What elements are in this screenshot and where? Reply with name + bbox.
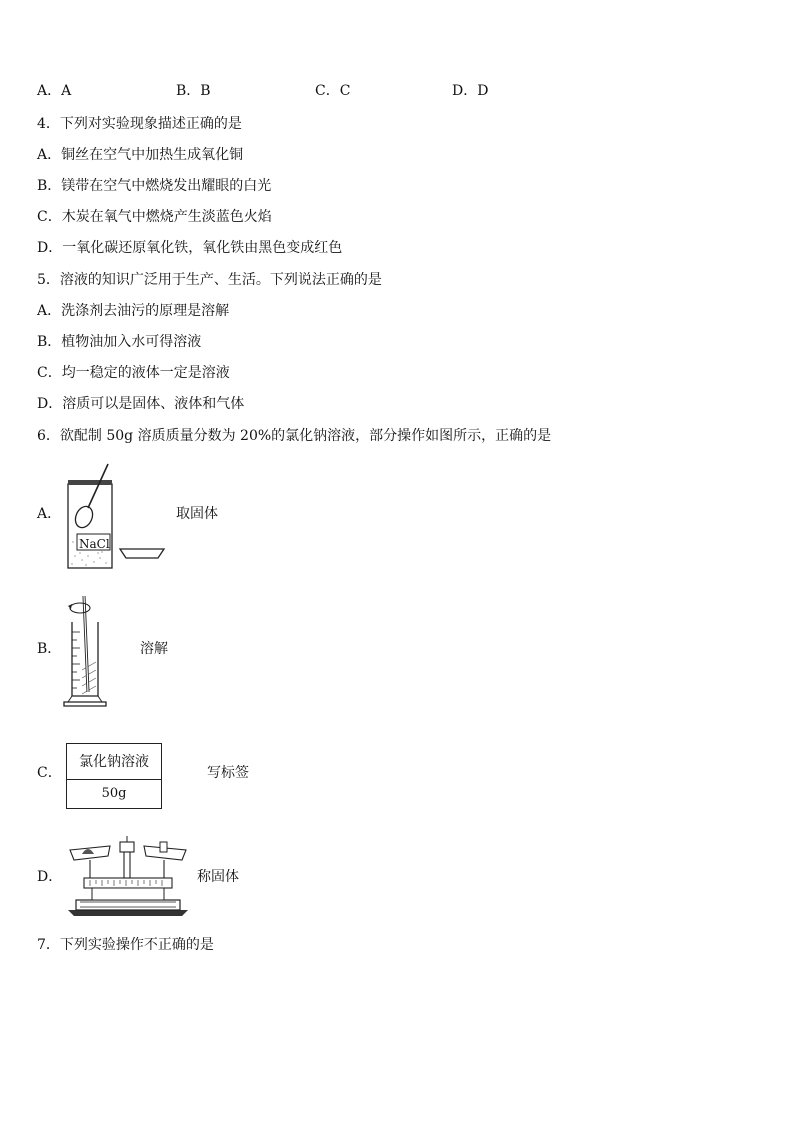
solution-label-name: 氯化钠溶液 bbox=[67, 744, 161, 780]
measuring-cylinder-figure bbox=[60, 592, 110, 710]
solution-label-box bbox=[66, 743, 162, 809]
q4-stem: 4．下列对实验现象描述正确的是 bbox=[37, 116, 242, 132]
q3-option-d: D．D bbox=[452, 83, 489, 99]
q4-option-c: C．木炭在氧气中燃烧产生淡蓝色火焰 bbox=[37, 209, 272, 225]
q5-option-a: A．洗涤剂去油污的原理是溶解 bbox=[37, 303, 230, 319]
q6-stem: 6．欲配制 50g 溶质质量分数为 20%的氯化钠溶液，部分操作如图所示，正确的是 bbox=[37, 428, 552, 444]
q4-option-d: D．一氧化碳还原氧化铁，氧化铁由黑色变成红色 bbox=[37, 240, 343, 256]
bottle-label-nacl: NaCl bbox=[79, 537, 110, 551]
q3-option-c: C．C bbox=[315, 83, 351, 99]
q5-option-c: C．均一稳定的液体一定是溶液 bbox=[37, 365, 230, 381]
q4-option-a: A．铜丝在空气中加热生成氧化铜 bbox=[37, 147, 244, 163]
q5-option-b: B．植物油加入水可得溶液 bbox=[37, 334, 202, 350]
q3-option-a: A．A bbox=[37, 83, 72, 99]
q6-option-b-caption: 溶解 bbox=[140, 641, 168, 657]
solution-label-mass: 50g bbox=[101, 786, 127, 801]
q4-option-b: B．镁带在空气中燃烧发出耀眼的白光 bbox=[37, 178, 272, 194]
q6-option-d-letter: D． bbox=[37, 869, 63, 885]
q5-option-d: D．溶质可以是固体、液体和气体 bbox=[37, 396, 245, 412]
q6-option-d-caption: 称固体 bbox=[197, 869, 239, 885]
q6-option-c-caption: 写标签 bbox=[207, 765, 249, 781]
balance-figure bbox=[64, 838, 192, 918]
q6-option-b-letter: B． bbox=[37, 641, 62, 657]
q3-option-b: B．B bbox=[176, 83, 211, 99]
q6-option-a-caption: 取固体 bbox=[176, 506, 218, 522]
q6-option-a-letter: A． bbox=[37, 506, 62, 522]
q7-stem: 7．下列实验操作不正确的是 bbox=[37, 937, 214, 953]
q6-option-c-letter: C． bbox=[37, 765, 62, 781]
q5-stem: 5．溶液的知识广泛用于生产、生活。下列说法正确的是 bbox=[37, 272, 382, 288]
reagent-bottle-figure bbox=[60, 462, 170, 574]
